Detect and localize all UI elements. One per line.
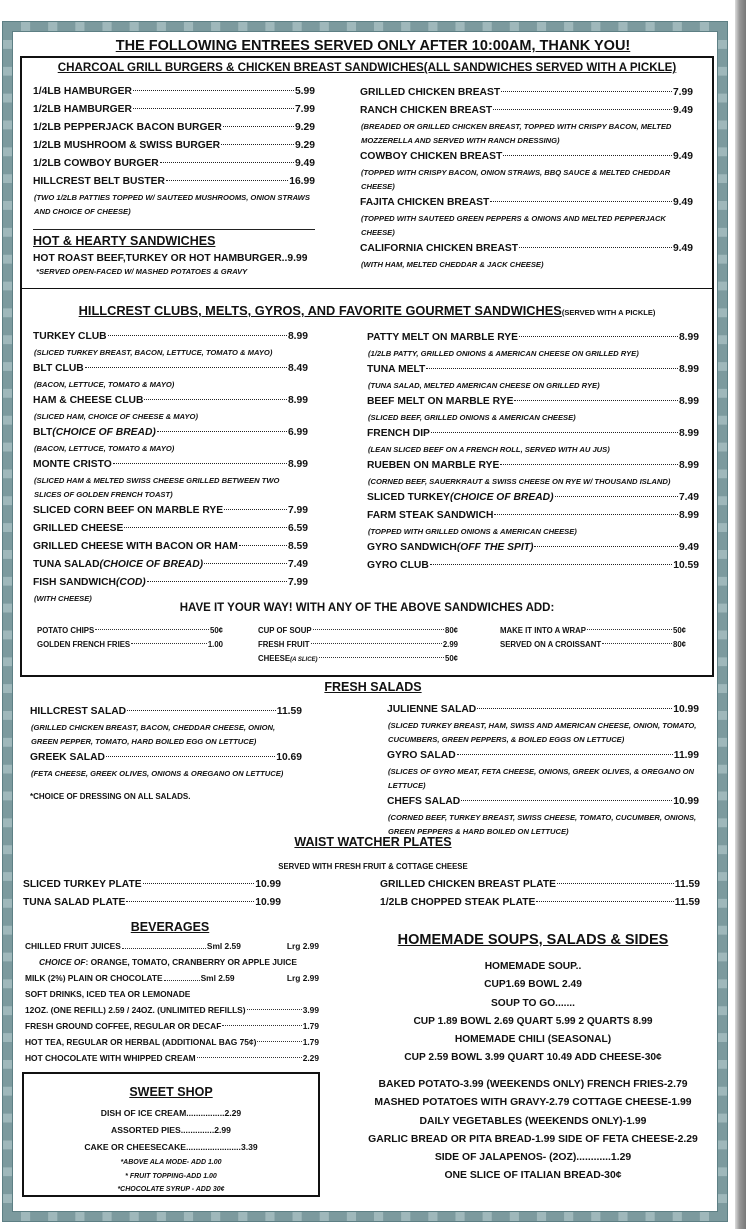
item-price: 7.99 [294, 104, 315, 115]
menu-item [33, 392, 308, 410]
item-description: (TOPPED WITH SAUTEED GREEN PEPPERS & ONIONS AND MELTED PEPPERJACK CHEESE) [361, 214, 666, 237]
item-name: BLT CLUB [33, 363, 84, 374]
dot-leader [490, 201, 672, 202]
menu-item [33, 556, 308, 574]
dot-leader [143, 883, 255, 884]
addon-item [37, 624, 223, 638]
menu-item [367, 361, 699, 379]
bev-name: CHILLED FRUIT JUICES [25, 941, 121, 951]
item-price: 11.59 [674, 897, 700, 908]
side-line: DAILY VEGETABLES (WEEKENDS ONLY)-1.99 [419, 1115, 647, 1127]
dot-leader [501, 91, 672, 92]
item-price: 9.49 [678, 542, 699, 553]
menu-item [367, 557, 699, 575]
sweet-item: ASSORTED PIES..............2.99 [111, 1125, 231, 1135]
item-name: TUNA SALAD [33, 559, 100, 570]
addon-price: 50¢ [672, 626, 686, 635]
item-price: 7.99 [287, 577, 308, 588]
addon-name: MAKE IT INTO A WRAP [500, 626, 586, 635]
menu-item [360, 84, 693, 102]
menu-item [367, 539, 699, 557]
dot-leader [239, 545, 287, 546]
item-price: 8.99 [678, 460, 699, 471]
item-price: 10.99 [255, 879, 281, 890]
beverages-heading: BEVERAGES [130, 920, 210, 934]
sweet-note: * FRUIT TOPPING-ADD 1.00 [125, 1172, 217, 1180]
dot-leader [311, 643, 442, 644]
bev-price-small: Sml 2.59 [206, 941, 241, 951]
dot-leader [197, 1057, 302, 1058]
soup-line: CUP 1.89 BOWL 2.69 QUART 5.99 2 QUARTS 8.99 [413, 1015, 653, 1027]
item-description: (1/2LB PATTY, GRILLED ONIONS & AMERICAN CHEESE ON GRILLED RYE) [368, 349, 639, 358]
dot-leader [222, 1025, 301, 1026]
dot-leader [519, 247, 672, 248]
sides-lines [355, 1076, 711, 1186]
addon-name: CUP OF SOUP [258, 626, 312, 635]
item-price: 8.99 [678, 510, 699, 521]
soups-heading: HOMEMADE SOUPS, SALADS & SIDES [397, 932, 669, 948]
dot-leader [108, 335, 287, 336]
addon-item [25, 1050, 319, 1066]
menu-item [33, 155, 315, 173]
item-price: 3.39 [240, 1142, 258, 1152]
dot-leader [127, 710, 276, 711]
side-line: SIDE OF JALAPENOS- (2OZ)............1.29 [434, 1152, 632, 1164]
item-name: GYRO CLUB [367, 560, 429, 571]
bev-rows [25, 1002, 319, 1066]
item-name: FARM STEAK SANDWICH [367, 510, 494, 521]
addon-name-italic: (A SLICE) [290, 657, 318, 663]
dot-leader [131, 643, 207, 644]
item-price: 9.49 [672, 105, 693, 116]
clubs-heading-row [20, 302, 714, 320]
item-name: 1/2LB MUSHROOM & SWISS BURGER [33, 140, 221, 151]
menu-item [33, 538, 308, 556]
menu-item [33, 173, 315, 191]
hot-hearty-note: *SERVED OPEN-FACED W/ MASHED POTATOES & GRAVY [36, 267, 248, 276]
item-name: FISH SANDWICH [33, 577, 116, 588]
item-name: 1/2LB CHOPPED STEAK PLATE [380, 897, 536, 908]
item-name: RUEBEN ON MARBLE RYE [367, 460, 500, 471]
page-title: THE FOLLOWING ENTREES SERVED ONLY AFTER 10:00AM, THANK YOU! [115, 38, 631, 54]
item-price: 9.49 [672, 243, 693, 254]
menu-item [33, 328, 308, 346]
menu-item [380, 876, 700, 894]
item-price: 8.99 [678, 332, 699, 343]
dot-leader [166, 180, 288, 181]
menu-item [367, 457, 699, 475]
item-price: 9.49 [294, 158, 315, 169]
choice-label: CHOICE OF [39, 957, 86, 967]
item-name: DISH OF ICE CREAM [100, 1108, 187, 1118]
dot-leader [95, 629, 209, 630]
item-price: 8.99 [287, 331, 308, 342]
soups-lines [355, 958, 711, 1068]
addon-item [25, 1018, 319, 1034]
bev-milk [25, 970, 319, 986]
item-name-italic: (COD) [115, 577, 146, 588]
scan-edge-shadow [735, 0, 746, 1229]
menu-item [380, 894, 700, 912]
dressing-note: *CHOICE OF DRESSING ON ALL SALADS. [30, 792, 191, 801]
item-description: (CORNED BEEF, TURKEY BREAST, SWISS CHEESE, TOMATO, CUCUMBER, ONIONS, GREEN PEPPERS & HARD BOILED ON LETTUCE) [388, 813, 697, 836]
dot-leader [313, 629, 444, 630]
item-description: (TOPPED WITH GRILLED ONIONS & AMERICAN CHEESE) [368, 527, 577, 536]
side-line: ONE SLICE OF ITALIAN BREAD-30¢ [444, 1170, 622, 1182]
item-name: MONTE CRISTO [33, 459, 112, 470]
item-price: 7.99 [672, 87, 693, 98]
dot-leader [431, 432, 678, 433]
waist-subheading: SERVED WITH FRESH FRUIT & COTTAGE CHEESE [278, 862, 468, 871]
salads-right-column [387, 701, 699, 839]
menu-item [33, 119, 315, 137]
hot-hearty-heading: HOT & HEARTY SANDWICHES [33, 234, 216, 248]
dot-leader [113, 463, 287, 464]
choice-values: : ORANGE, TOMATO, CRANBERRY OR APPLE JUICE [85, 957, 297, 967]
dot-leader [157, 431, 287, 432]
item-price: 10.99 [673, 704, 699, 715]
item-name: CAKE OR CHEESECAKE [84, 1142, 187, 1152]
addon-price: 50¢ [444, 654, 458, 663]
addons-col-3 [500, 624, 686, 652]
item-description: (SLICED BEEF, GRILLED ONIONS & AMERICAN CHEESE) [368, 413, 576, 422]
dot-leader [126, 901, 254, 902]
sweet-note: *ABOVE ALA MODE- ADD 1.00 [120, 1159, 222, 1166]
menu-item [33, 520, 308, 538]
dot-leader [602, 643, 672, 644]
soup-line: CUP1.69 BOWL 2.49 [484, 979, 582, 991]
dot-leader [514, 400, 678, 401]
addon-name: 12OZ. (ONE REFILL) 2.59 / 24OZ. (UNLIMITED REFILLS) [25, 1005, 246, 1015]
dot-leader [247, 1009, 302, 1010]
item-price: 11.99 [673, 750, 699, 761]
dot-leader [493, 109, 672, 110]
dot-leader [319, 657, 444, 658]
addon-price: 80¢ [444, 626, 458, 635]
menu-item [33, 502, 308, 520]
menu-item [33, 101, 315, 119]
item-price: 8.99 [678, 396, 699, 407]
menu-item [33, 360, 308, 378]
addon-name: FRESH GROUND COFFEE, REGULAR OR DECAF [25, 1021, 222, 1031]
item-price: 10.69 [276, 752, 302, 763]
addons-col-2 [258, 624, 458, 666]
dot-leader [503, 155, 672, 156]
item-description: (GRILLED CHICKEN BREAST, BACON, CHEDDAR CHEESE, ONION, GREEN PEPPER, TOMATO, HARD BOILED EGG ON LETTUCE) [31, 723, 276, 746]
menu-item [360, 194, 693, 212]
item-description: (WITH HAM, MELTED CHEDDAR & JACK CHEESE) [361, 260, 544, 269]
addon-item [25, 1034, 319, 1050]
dot-leader [133, 90, 294, 91]
item-description: (BACON, LETTUCE, TOMATO & MAYO) [34, 444, 175, 453]
item-name: TUNA SALAD PLATE [23, 897, 126, 908]
dot-leader [536, 901, 673, 902]
dot-leader [500, 464, 678, 465]
soup-line: SOUP TO GO....... [491, 997, 575, 1009]
dot-leader [85, 367, 287, 368]
menu-item [23, 876, 281, 894]
menu-item [30, 749, 302, 767]
addon-item [25, 1002, 319, 1018]
soup-line: CUP 2.59 BOWL 3.99 QUART 10.49 ADD CHEESE-30¢ [404, 1052, 662, 1064]
menu-item [33, 424, 308, 442]
dot-leader [477, 708, 672, 709]
item-name-italic: (CHOICE OF BREAD) [449, 492, 554, 503]
menu-item [33, 456, 308, 474]
addon-price: 80¢ [672, 640, 686, 649]
soup-line: HOMEMADE CHILI (SEASONAL) [454, 1034, 612, 1046]
item-name: SLICED TURKEY PLATE [23, 879, 142, 890]
grill-left-column [33, 83, 315, 219]
addon-price: 1.79 [302, 1021, 319, 1031]
clubs-heading-note: (SERVED WITH A PICKLE) [561, 308, 656, 317]
item-price: 6.59 [287, 523, 308, 534]
item-name: GYRO SALAD [387, 750, 456, 761]
item-name: TUNA MELT [367, 364, 426, 375]
item-price: 8.49 [287, 363, 308, 374]
sweet-shop-heading: SWEET SHOP [129, 1085, 213, 1099]
item-price: 7.99 [287, 505, 308, 516]
item-description: (SLICED TURKEY BREAST, BACON, LETTUCE, TOMATO & MAYO) [34, 348, 273, 357]
item-description: (SLICED HAM & MELTED SWISS CHEESE GRILLED BETWEEN TWO SLICES OF GOLDEN FRENCH TOAST) [34, 476, 280, 499]
item-price: 8.99 [678, 428, 699, 439]
menu-item [387, 793, 699, 811]
item-price: 8.99 [287, 459, 308, 470]
item-price: 10.59 [673, 560, 699, 571]
item-price: 7.49 [678, 492, 699, 503]
dot-leader [457, 754, 673, 755]
item-name: FAJITA CHICKEN BREAST [360, 197, 490, 208]
item-description: (TUNA SALAD, MELTED AMERICAN CHEESE ON GRILLED RYE) [368, 381, 600, 390]
addons-heading: HAVE IT YOUR WAY! WITH ANY OF THE ABOVE SANDWICHES ADD: [179, 602, 555, 614]
item-name-italic: (CHOICE OF BREAD) [99, 559, 204, 570]
item-description: (SLICED TURKEY BREAST, HAM, SWISS AND AMERICAN CHEESE, ONION, TOMATO, CUCUMBERS, GREEN PEPPERS, & BOILED EGGS ON LETTUCE) [388, 721, 697, 744]
dot-leader [557, 883, 674, 884]
item-description: (WITH CHEESE) [34, 594, 92, 603]
item-description: (LEAN SLICED BEEF ON A FRENCH ROLL, SERVED WITH AU JUS) [368, 445, 610, 454]
item-name: SLICED TURKEY [367, 492, 450, 503]
item-name: GREEK SALAD [30, 752, 105, 763]
item-description: (TOPPED WITH CRISPY BACON, ONION STRAWS, BBQ SAUCE & MELTED CHEDDAR CHEESE) [361, 168, 671, 191]
menu-item [33, 83, 315, 101]
item-name: ASSORTED PIES [111, 1125, 181, 1135]
menu-item [387, 747, 699, 765]
item-description: (BREADED OR GRILLED CHICKEN BREAST, TOPPED WITH CRISPY BACON, MELTED MOZZERELLA AND SERVED WITH RANCH DRESSING) [361, 122, 672, 145]
salads-left-column [30, 703, 302, 781]
addon-item [258, 652, 458, 666]
addon-price: 1.00 [207, 640, 223, 649]
soup-line: HOMEMADE SOUP.. [484, 961, 582, 972]
menu-item [367, 329, 699, 347]
item-name-italic: (OFF THE SPIT) [456, 542, 534, 553]
dot-leader [555, 496, 678, 497]
dot-leader [147, 581, 287, 582]
clubs-left-column [33, 328, 308, 606]
item-price: 8.59 [287, 541, 308, 552]
item-price: 9.49 [672, 151, 693, 162]
item-name: HILLCREST SALAD [30, 706, 127, 717]
item-name: BEEF MELT ON MARBLE RYE [367, 396, 514, 407]
beverages-list [25, 938, 319, 1066]
item-price: 11.59 [674, 879, 700, 890]
item-name: 1/2LB HAMBURGER [33, 104, 132, 115]
dot-leader [221, 144, 294, 145]
item-name: CHEFS SALAD [387, 796, 461, 807]
menu-item [33, 137, 315, 155]
sweet-item: DISH OF ICE CREAM................2.29 [100, 1108, 242, 1118]
bev-juice [25, 938, 319, 954]
addon-name: POTATO CHIPS [37, 626, 95, 635]
item-price: 7.49 [287, 559, 308, 570]
item-name: CALIFORNIA CHICKEN BREAST [360, 243, 519, 254]
side-line: MASHED POTATOES WITH GRAVY-2.79 COTTAGE CHEESE-1.99 [374, 1097, 692, 1109]
dot-leader [461, 800, 672, 801]
salads-heading: FRESH SALADS [324, 680, 422, 694]
item-name: HILLCREST BELT BUSTER [33, 176, 165, 187]
clubs-heading: HILLCREST CLUBS, MELTS, GYROS, AND FAVORITE GOURMET SANDWICHES [78, 303, 562, 318]
item-description: (CORNED BEEF, SAUERKRAUT & SWISS CHEESE ON RYE W/ THOUSAND ISLAND) [368, 477, 671, 486]
dot-leader [144, 399, 287, 400]
dot-leader [223, 126, 294, 127]
addon-item [500, 638, 686, 652]
item-name: PATTY MELT ON MARBLE RYE [367, 332, 519, 343]
item-name: GRILLED CHEESE [33, 523, 124, 534]
dot-leader [494, 514, 678, 515]
item-price: 2.29 [224, 1108, 242, 1118]
addon-name: SERVED ON A CROISSANT [500, 640, 602, 649]
dot-leader [426, 368, 678, 369]
side-line: BAKED POTATO-3.99 (WEEKENDS ONLY) FRENCH FRIES-2.79 [378, 1079, 688, 1090]
dot-leader [534, 546, 677, 547]
item-description: (SLICES OF GYRO MEAT, FETA CHEESE, ONIONS, GREEK OLIVES, & OREGANO ON LETTUCE) [388, 767, 695, 790]
item-price: 10.99 [255, 897, 281, 908]
item-price: 11.59 [276, 706, 302, 717]
bev-juice-choices [25, 954, 319, 970]
addon-item [37, 638, 223, 652]
section-divider [20, 288, 714, 289]
item-price: 8.99 [678, 364, 699, 375]
addon-price: 1.79 [302, 1037, 319, 1047]
item-name: HAM & CHEESE CLUB [33, 395, 144, 406]
menu-item [23, 894, 281, 912]
menu-item [387, 701, 699, 719]
dot-leader [587, 629, 672, 630]
item-price: 9.49 [672, 197, 693, 208]
addon-name: CHEESE [258, 654, 291, 663]
item-name: GRILLED CHICKEN BREAST PLATE [380, 879, 557, 890]
item-name: 1/4LB HAMBURGER [33, 86, 132, 97]
bev-soft-drinks: SOFT DRINKS, ICED TEA OR LEMONADE [25, 989, 191, 999]
item-price: 5.99 [294, 86, 315, 97]
addon-price: 3.99 [302, 1005, 319, 1015]
addon-name: FRESH FRUIT [258, 640, 310, 649]
menu-item [367, 489, 699, 507]
addon-price: 2.29 [302, 1053, 319, 1063]
dot-leader [124, 527, 287, 528]
dot-leader [430, 564, 672, 565]
side-line: GARLIC BREAD OR PITA BREAD-1.99 SIDE OF FETA CHEESE-2.29 [368, 1133, 698, 1145]
dot-leader [160, 162, 294, 163]
bev-price-large: Lrg 2.99 [286, 973, 319, 983]
bev-price-small: Sml 2.59 [200, 973, 235, 983]
addon-price: 50¢ [209, 626, 223, 635]
item-price: 9.29 [294, 122, 315, 133]
item-name: 1/2LB COWBOY BURGER [33, 158, 159, 169]
item-price: 10.99 [673, 796, 699, 807]
item-name: GYRO SANDWICH [367, 542, 457, 553]
item-description: (BACON, LETTUCE, TOMATO & MAYO) [34, 380, 175, 389]
addon-name: HOT CHOCOLATE WITH WHIPPED CREAM [25, 1053, 196, 1063]
item-description: (TWO 1/2LB PATTIES TOPPED W/ SAUTEED MUSHROOMS, ONION STRAWS AND CHOICE OF CHEESE) [34, 193, 310, 216]
item-name: FRENCH DIP [367, 428, 430, 439]
item-name: 1/2LB PEPPERJACK BACON BURGER [33, 122, 222, 133]
waist-heading: WAIST WATCHER PLATES [294, 835, 452, 849]
addon-item [258, 638, 458, 652]
menu-item [360, 102, 693, 120]
item-name-italic: (CHOICE OF BREAD) [52, 427, 156, 438]
waist-right-column [380, 876, 700, 912]
item-name: TURKEY CLUB [33, 331, 107, 342]
addons-col-1 [37, 624, 223, 652]
item-price: 2.99 [214, 1125, 231, 1135]
dot-leader [204, 563, 287, 564]
item-price: 8.99 [287, 395, 308, 406]
item-price: 16.99 [289, 176, 315, 187]
item-name: GRILLED CHICKEN BREAST [360, 87, 501, 98]
menu-item [30, 703, 302, 721]
addon-item [258, 624, 458, 638]
bev-price-large: Lrg 2.99 [286, 941, 319, 951]
menu-item [33, 574, 308, 592]
addon-item [500, 624, 686, 638]
sweet-note: *CHOCOLATE SYRUP - ADD 30¢ [117, 1186, 225, 1193]
menu-item [367, 507, 699, 525]
waist-left-column [23, 876, 281, 912]
bev-name: MILK (2%) PLAIN OR CHOCOLATE [25, 973, 163, 983]
grill-right-column [360, 84, 693, 272]
item-name: SLICED CORN BEEF ON MARBLE RYE [33, 505, 224, 516]
clubs-right-column [367, 329, 699, 575]
hot-hearty-item: HOT ROAST BEEF,TURKEY OR HOT HAMBURGER..9.99 [33, 253, 308, 264]
item-name: BLT [33, 427, 53, 438]
dot-leader [519, 336, 678, 337]
menu-item [367, 425, 699, 443]
divider [33, 229, 315, 230]
item-name: RANCH CHICKEN BREAST [360, 105, 493, 116]
grill-heading: CHARCOAL GRILL BURGERS & CHICKEN BREAST SANDWICHES(ALL SANDWICHES SERVED WITH A PICKLE) [57, 61, 677, 74]
item-price: 6.99 [287, 427, 308, 438]
sweet-shop-items [22, 1105, 320, 1197]
item-description: (SLICED HAM, CHOICE OF CHEESE & MAYO) [34, 412, 198, 421]
addon-price: 2.99 [442, 640, 458, 649]
item-name: COWBOY CHICKEN BREAST [360, 151, 503, 162]
menu-item [360, 240, 693, 258]
item-name: GRILLED CHEESE WITH BACON OR HAM [33, 541, 238, 552]
addon-name: HOT TEA, REGULAR OR HERBAL (ADDITIONAL BAG 75¢) [25, 1037, 257, 1047]
dot-leader [106, 756, 275, 757]
item-description: (FETA CHEESE, GREEK OLIVES, ONIONS & OREGANO ON LETTUCE) [31, 769, 284, 778]
dot-leader [257, 1041, 301, 1042]
dot-leader [224, 509, 287, 510]
dot-leader [133, 108, 294, 109]
sweet-item: CAKE OR CHEESECAKE.......................3.39 [84, 1142, 258, 1152]
item-name: JULIENNE SALAD [387, 704, 477, 715]
menu-item [367, 393, 699, 411]
menu-item [360, 148, 693, 166]
item-price: 9.29 [294, 140, 315, 151]
addon-name: GOLDEN FRENCH FRIES [37, 640, 131, 649]
